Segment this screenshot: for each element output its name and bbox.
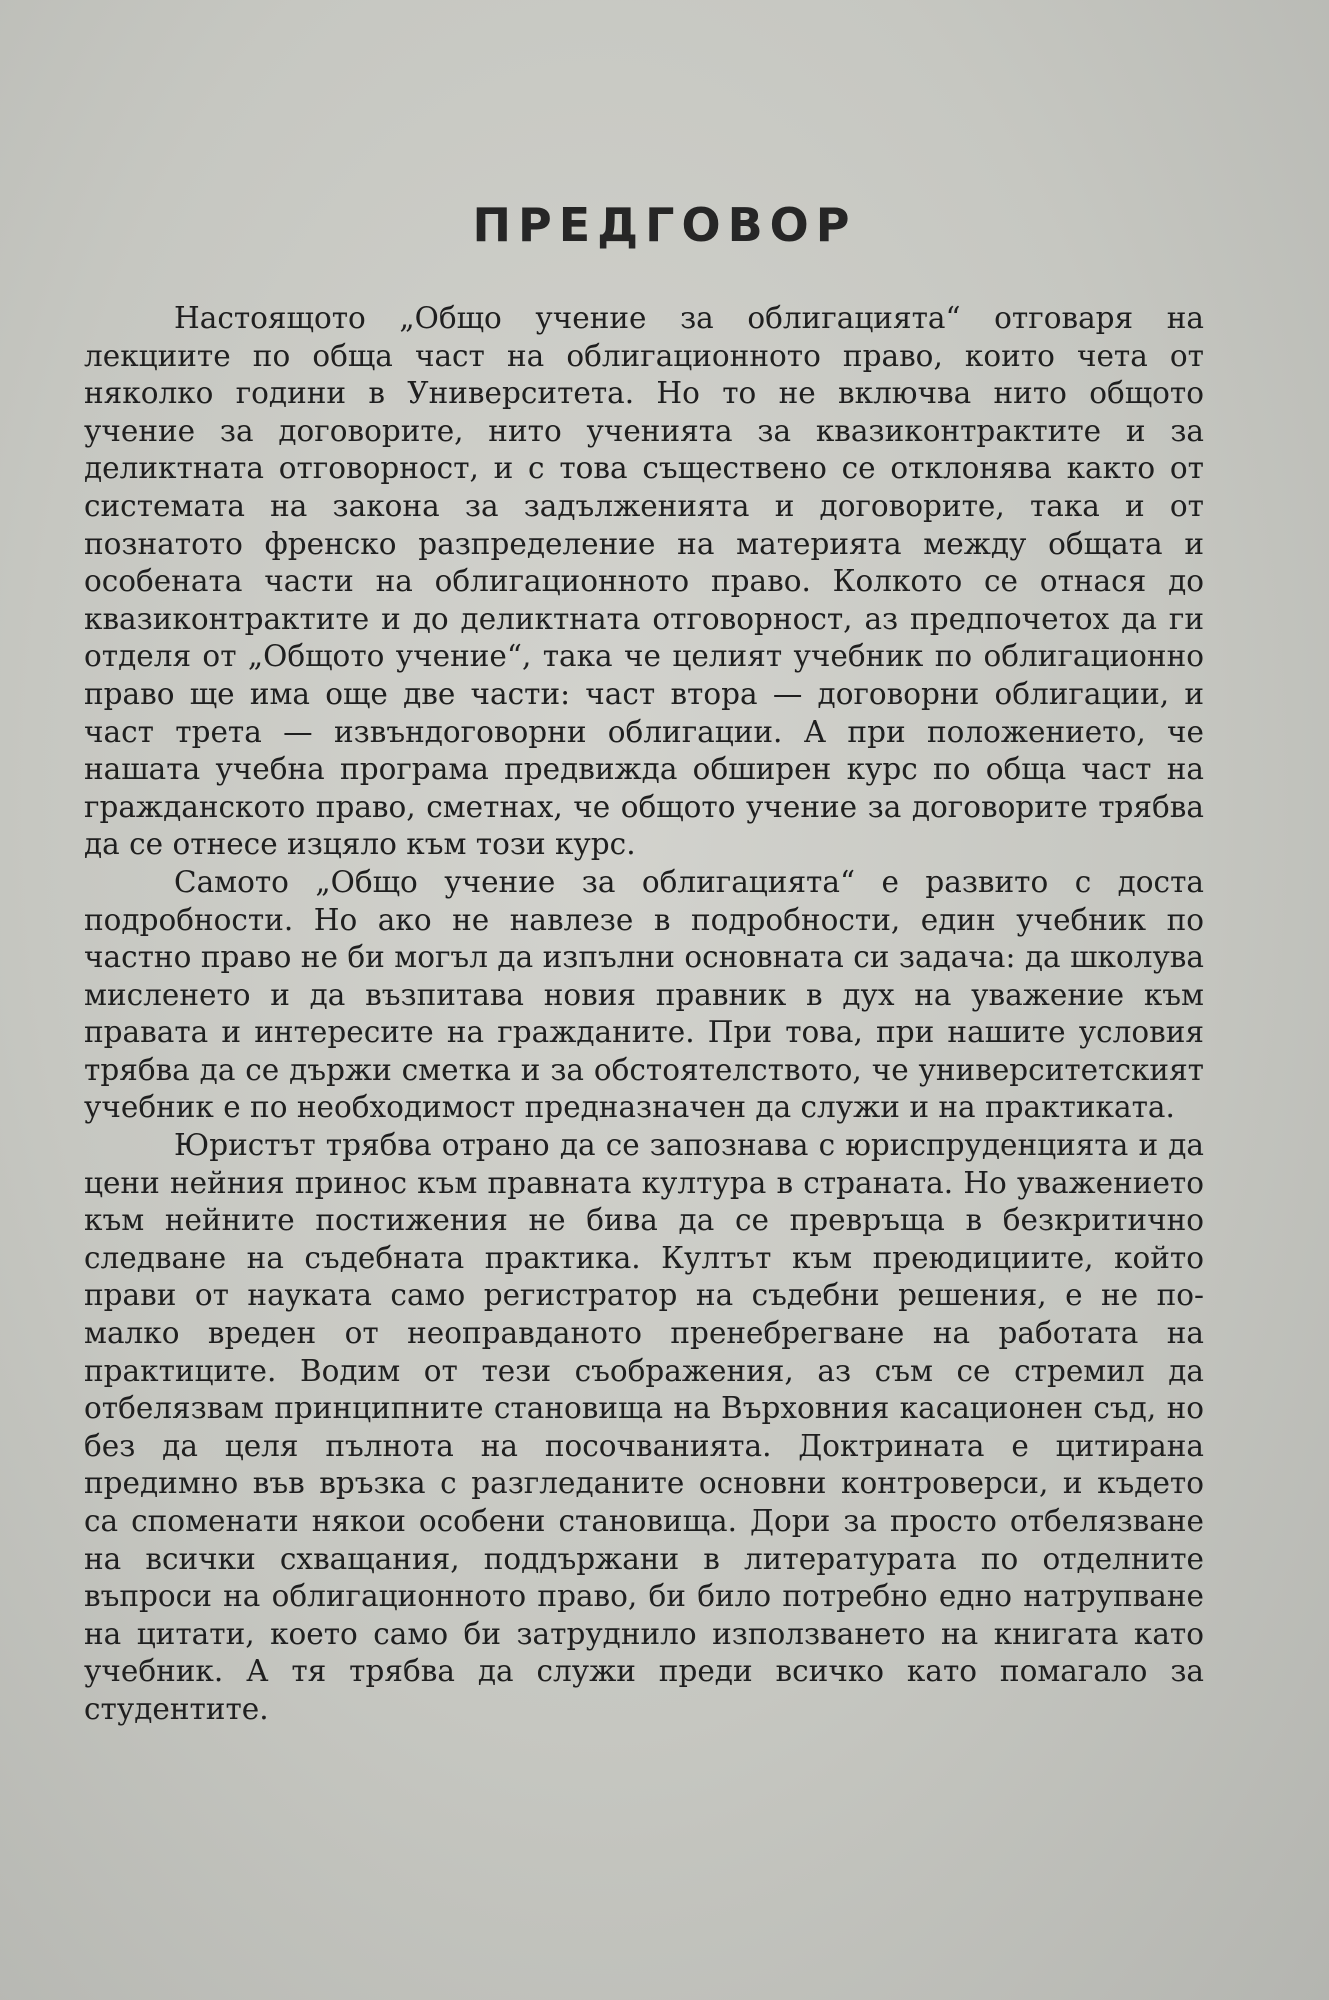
preface-text (84, 300, 1204, 1729)
page-title: ПРЕДГОВОР (472, 198, 857, 252)
paragraph-3: Юристът трябва отрано да се запознава с юриспруденцията и да цени нейния принос към правната култура в страната. Но уважението към нейните постижения не бива да се превръща в безкритично следване на съдебната практика. Култът към преюдициите, който прави от науката само регистратор на съдебни решения, е не по-малко вреден от неоправданото пренебрегване на работата на практиците. Водим от тези съображения, аз съм се стремил да отбелязвам принципните становища на Върховния касационен съд, но без да целя пълнота на посочванията. Доктрината е цитирана предимно във връзка с разгледаните основни контроверси, и където са споменати някои особени становища. Дори за просто отбелязване на всички схващания, поддържани в литературата по отделните въпроси на облигационното право, би било потребно едно натрупване на цитати, което само би затруднило използването на книгата като учебник. А тя трябва да служи преди всичко като помагало за студентите. (84, 1128, 1204, 1726)
paragraph-1: Настоящото „Общо учение за облигацията“ отговаря на лекциите по обща част на облигационното право, които чета от няколко години в Университета. Но то не включва нито общото учение за договорите, нито ученията за квазиконтрактите и за деликтната отговорност, и с това съществено се отклонява както от системата на закона за задълженията и договорите, така и от познатото френско разпределение на материята между общата и особената части на облигационното право. Колкото се отнася до квазиконтрактите и до деликтната отговорност, аз предпочетох да ги отделя от „Общото учение“, така че целият учебник по облигационно право ще има още две части: част втора — договорни облигации, и част трета — извъндоговорни облигации. А при положението, че нашата учебна програма предвижда обширен курс по обща част на гражданското право, сметнах, че общото учение за договорите трябва да се отнесе изцяло към този курс. (84, 301, 1204, 862)
paragraph-2: Самото „Общо учение за облигацията“ е развито с доста подробности. Но ако не навлезе в подробности, един учебник по частно право не би могъл да изпълни основната си задача: да школува мисленето и да възпитава новия правник в дух на уважение към правата и интересите на гражданите. При това, при нашите условия трябва да се държи сметка и за обстоятелството, че университетският учебник е по необходимост предназначен да служи и на практиката. (84, 864, 1204, 1125)
